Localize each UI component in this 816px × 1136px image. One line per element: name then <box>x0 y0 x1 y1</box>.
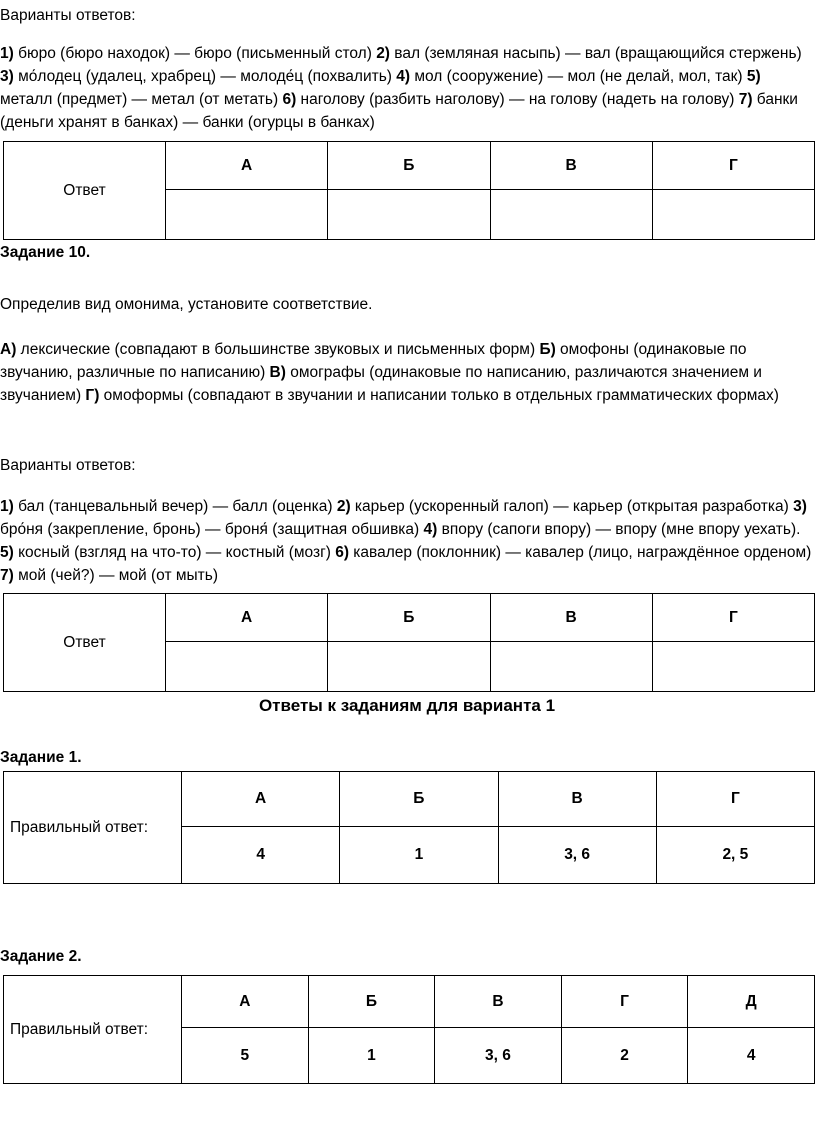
option-number: 3) <box>793 498 807 515</box>
column-header-v: В <box>490 142 652 190</box>
answer-row-label: Ответ <box>4 142 166 240</box>
category-text: лексические (совпадают в большинстве звуковых и письменных форм) <box>16 341 540 358</box>
column-header-a: А <box>166 142 328 190</box>
option-number: 4) <box>396 68 411 85</box>
answer-cell-g[interactable] <box>652 190 814 240</box>
option-number: 2) <box>376 45 390 62</box>
option-text: мой (чей?) — мой (от мыть) <box>13 567 218 584</box>
task9-options-paragraph <box>0 42 814 134</box>
column-header-a: А <box>182 976 309 1028</box>
column-header-a: А <box>166 594 328 642</box>
answer-value-g: 2, 5 <box>656 827 814 884</box>
answer-cell-b[interactable] <box>328 642 490 692</box>
correct-answer-label: Правильный ответ: <box>4 772 182 884</box>
option-text: карьер (ускоренный галоп) — карьер (открытая разработка) <box>350 498 794 515</box>
answers-task2-table <box>3 975 815 1084</box>
category-letter: Г) <box>85 387 100 404</box>
option-number: 6) <box>335 544 349 561</box>
correct-answer-label: Правильный ответ: <box>4 976 182 1084</box>
answer-cell-g[interactable] <box>652 642 814 692</box>
option-number: 4) <box>423 521 438 538</box>
column-header-g: Г <box>656 772 814 827</box>
option-text: мол (сооружение) — мол (не делай, мол, так) <box>410 68 747 85</box>
category-text: омоформы (совпадают в звучании и написании только в отдельных грамматических формах) <box>99 387 779 404</box>
option-number: 7) <box>738 91 753 108</box>
column-header-b: Б <box>308 976 435 1028</box>
answer-value-a: 5 <box>182 1028 309 1084</box>
answer-cell-a[interactable] <box>166 642 328 692</box>
column-header-v: В <box>498 772 656 827</box>
column-header-b: Б <box>328 594 490 642</box>
option-number: 1) <box>0 498 14 515</box>
option-text: бро́ня (закрепление, бронь) — броня́ (защитная обшивка) <box>0 521 424 538</box>
answer-value-v: 3, 6 <box>498 827 656 884</box>
option-number: 5) <box>0 544 14 561</box>
column-header-b: Б <box>328 142 490 190</box>
category-letter: А) <box>0 341 17 358</box>
answer-value-b: 1 <box>340 827 498 884</box>
option-text: кавалер (поклонник) — кавалер (лицо, награждённое орденом) <box>349 544 812 561</box>
answers-task1-title: Задание 1. <box>0 749 82 766</box>
column-header-a: А <box>182 772 340 827</box>
answer-cell-v[interactable] <box>490 190 652 240</box>
answer-cell-b[interactable] <box>328 190 490 240</box>
answer-value-v: 3, 6 <box>435 1028 562 1084</box>
category-text: омофоны (одинаковые по звучанию, различные по написанию) <box>0 341 747 381</box>
option-number: 2) <box>336 498 351 515</box>
answers-task2-title: Задание 2. <box>0 948 82 965</box>
answer-value-g: 2 <box>561 1028 688 1084</box>
column-header-g: Г <box>652 142 814 190</box>
column-header-v: В <box>435 976 562 1028</box>
task10-title: Задание 10. <box>0 244 91 261</box>
task10-instruction: Определив вид омонима, установите соответствие. <box>0 296 373 313</box>
column-header-g: Г <box>561 976 688 1028</box>
category-text: омографы (одинаковые по написанию, различаются значением и звучанием) <box>0 364 762 404</box>
task10-categories-paragraph <box>0 338 814 407</box>
answers-heading: Ответы к заданиям для варианта 1 <box>258 696 556 715</box>
answer-value-d: 4 <box>688 1028 815 1084</box>
answers-task1-table <box>3 771 815 884</box>
option-text: вал (земляная насыпь) — вал (вращающийся стержень) <box>389 45 802 62</box>
column-header-b: Б <box>340 772 498 827</box>
column-header-v: В <box>490 594 652 642</box>
column-header-g: Г <box>652 594 814 642</box>
category-letter: В) <box>269 364 286 381</box>
answer-cell-v[interactable] <box>490 642 652 692</box>
option-text: металл (предмет) — метал (от метать) <box>0 91 283 108</box>
option-text: мо́лодец (удалец, храбрец) — молоде́ц (похвалить) <box>13 68 397 85</box>
option-number: 5) <box>746 68 761 85</box>
option-number: 3) <box>0 68 14 85</box>
answer-value-a: 4 <box>182 827 340 884</box>
option-number: 1) <box>0 45 14 62</box>
answer-value-b: 1 <box>308 1028 435 1084</box>
option-text: наголову (разбить наголову) — на голову (надеть на голову) <box>296 91 739 108</box>
option-number: 6) <box>282 91 297 108</box>
answer-cell-a[interactable] <box>166 190 328 240</box>
task9-answer-table <box>3 141 815 240</box>
task9-variants-heading: Варианты ответов: <box>0 7 136 24</box>
option-text: бюро (бюро находок) — бюро (письменный стол) <box>13 45 377 62</box>
answer-row-label: Ответ <box>4 594 166 692</box>
option-text: косный (взгляд на что-то) — костный (мозг) <box>13 544 336 561</box>
option-text: бал (танцевальный вечер) — балл (оценка) <box>13 498 337 515</box>
option-text: впору (сапоги впору) — впору (мне впору уехать). <box>437 521 801 538</box>
task10-answer-table <box>3 593 815 692</box>
task10-options-paragraph <box>0 495 814 587</box>
option-text: банки (деньги хранят в банках) — банки (огурцы в банках) <box>0 91 798 131</box>
task10-variants-heading: Варианты ответов: <box>0 457 136 474</box>
category-letter: Б) <box>539 341 556 358</box>
column-header-d: Д <box>688 976 815 1028</box>
option-number: 7) <box>0 567 14 584</box>
